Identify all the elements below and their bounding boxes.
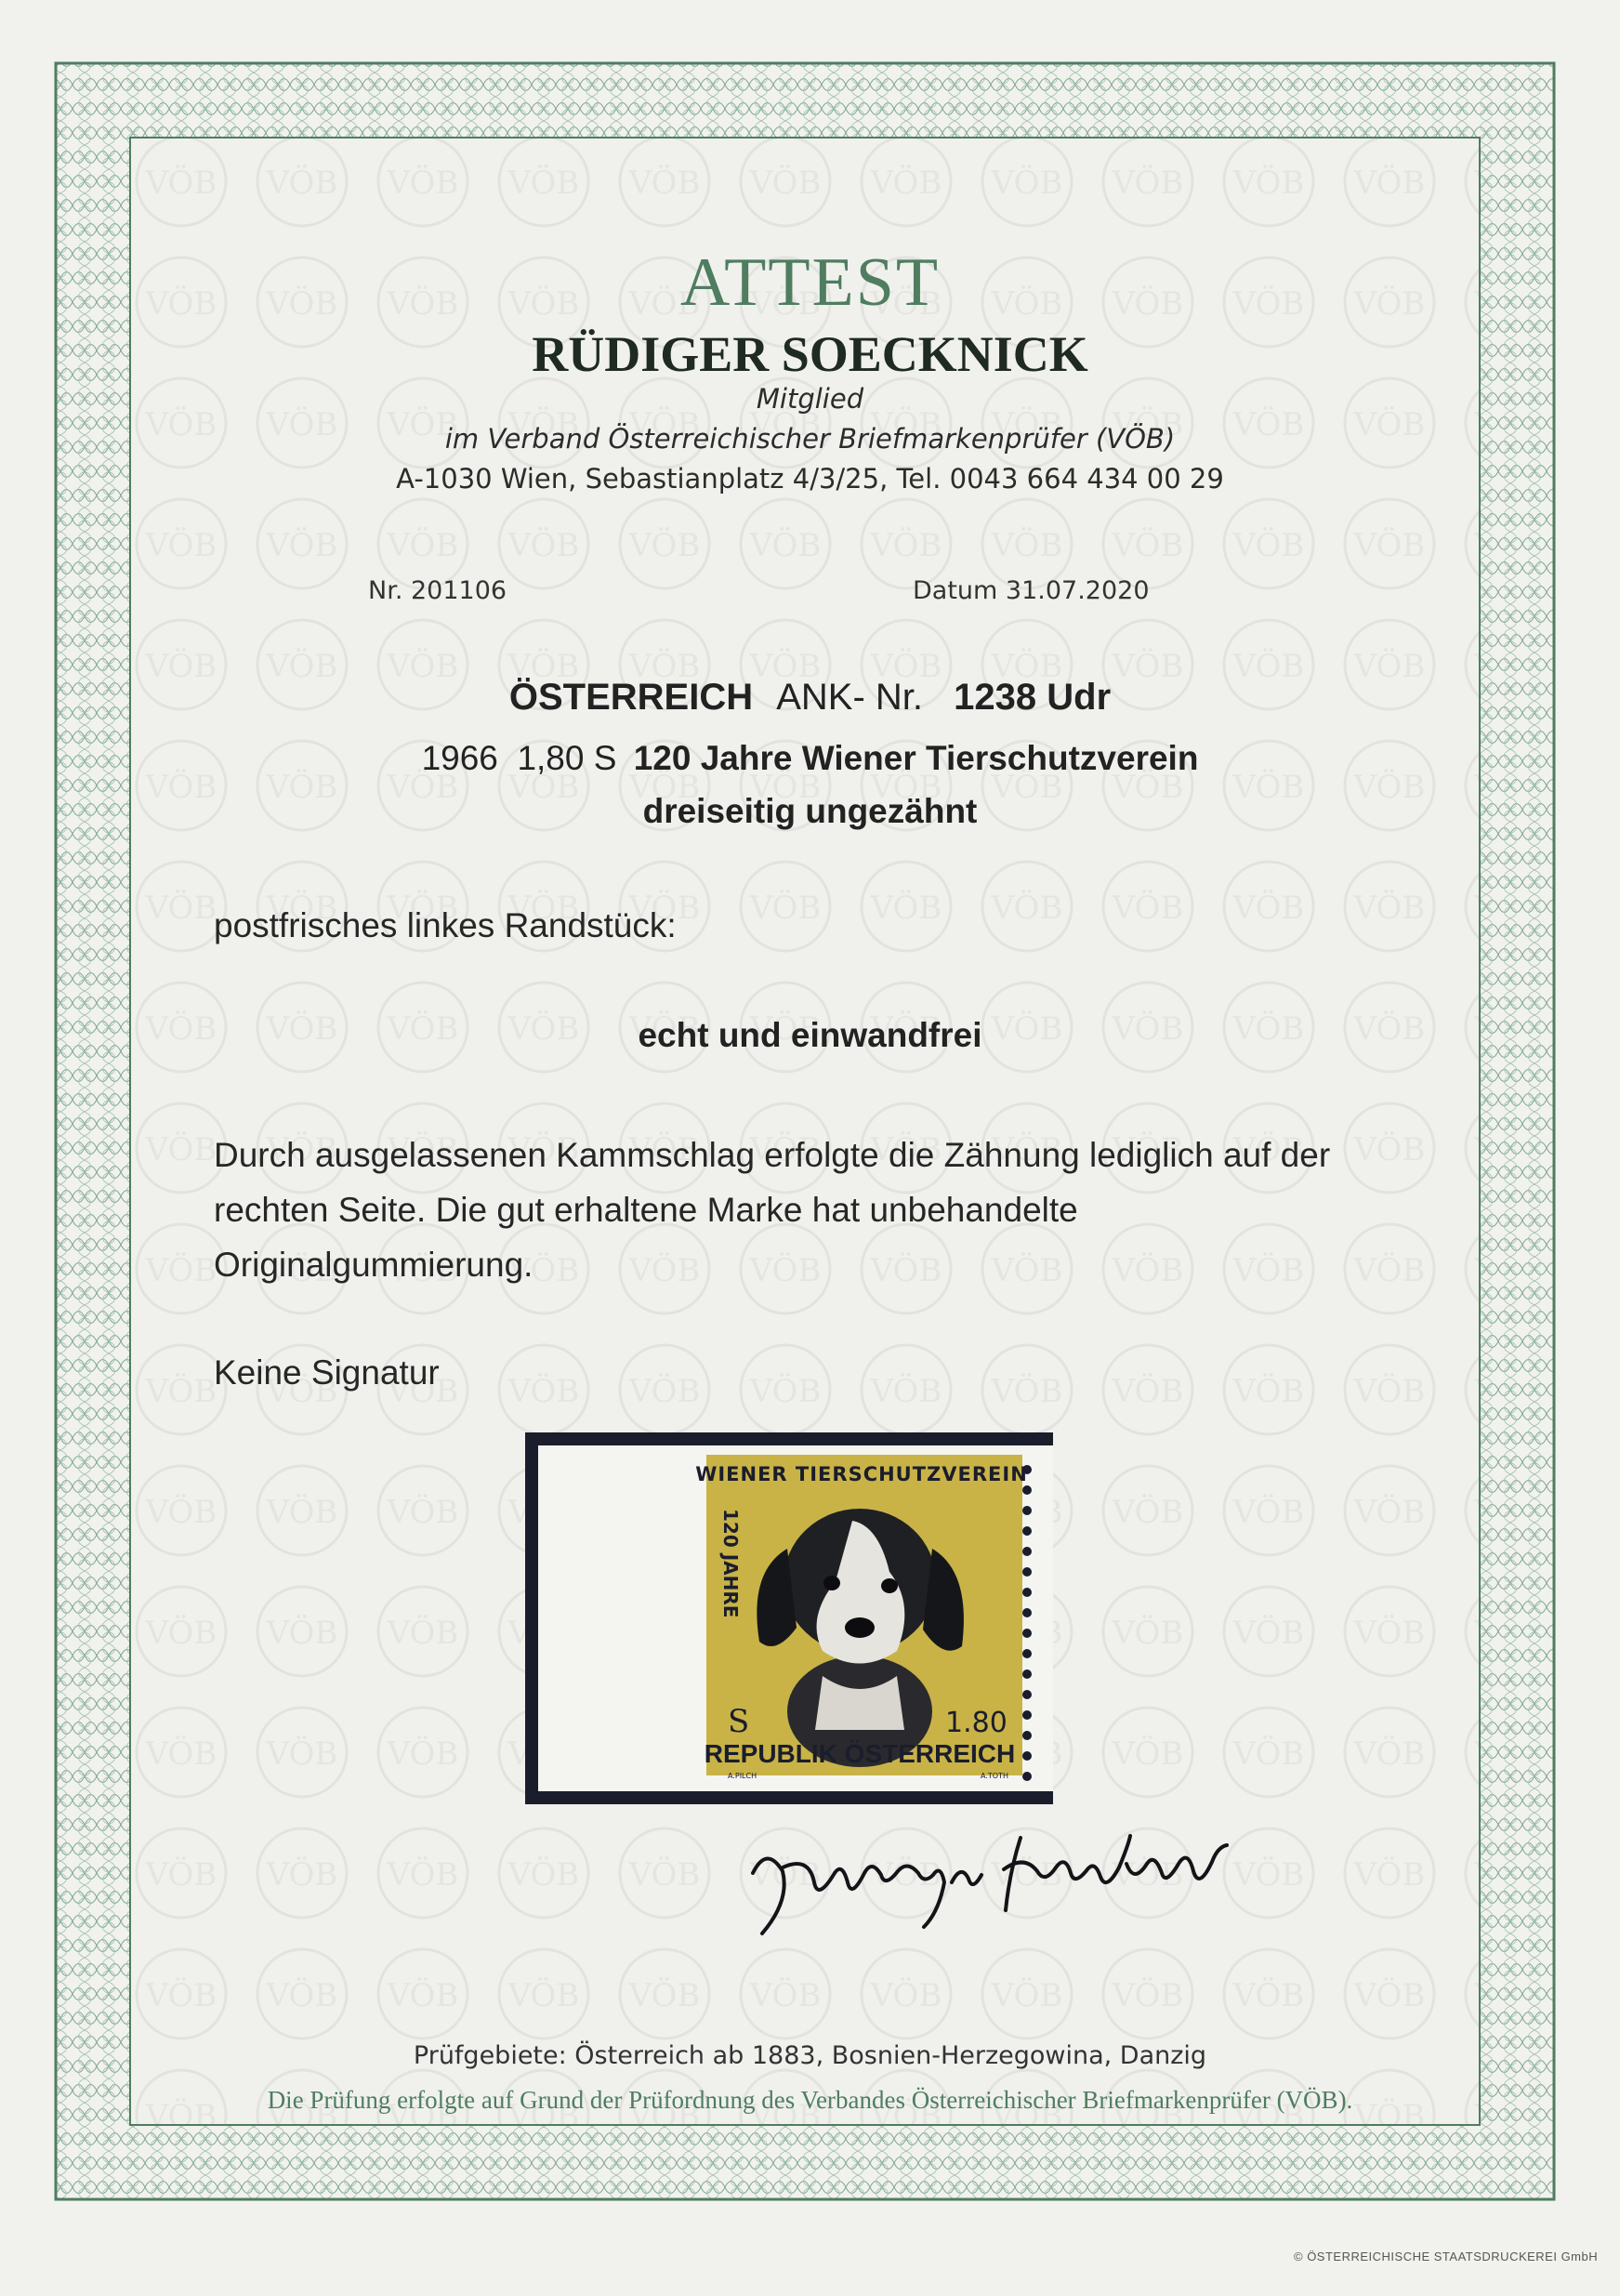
- catalog-prefix: ANK- Nr.: [776, 677, 924, 718]
- association-name: im Verband Österreichischer Briefmarkenprüfer (VÖB): [444, 423, 1176, 455]
- examiner-address: A-1030 Wien, Sebastianplatz 4/3/25, Tel. 0043 664 434 00 29: [396, 463, 1224, 495]
- stamp-country-text: REPUBLIK ÖSTERREICH: [704, 1739, 1016, 1768]
- stamp-image: [525, 1432, 1053, 1804]
- printer-imprint: © ÖSTERREICHISCHE STAATSDRUCKEREI GmbH: [1294, 2250, 1599, 2263]
- condition-text: postfrisches linkes Randstück:: [214, 906, 677, 944]
- regulation-note: Die Prüfung erfolgte auf Grund der Prüfordnung des Verbandes Österreichischer Briefmarkenprüfer (VÖB).: [267, 2086, 1353, 2114]
- stamp-designer-left: A.PILCH: [728, 1772, 757, 1780]
- member-label: Mitglied: [756, 383, 864, 415]
- catalog-number: 1238 Udr: [954, 677, 1112, 718]
- signature-note: Keine Signatur: [214, 1353, 440, 1392]
- catalog-line: [0, 677, 1620, 719]
- examination-areas: Prüfgebiete: Österreich ab 1883, Bosnien-Herzegowina, Danzig: [413, 2041, 1207, 2070]
- stamp-designer-right: A.TOTH: [981, 1772, 1008, 1780]
- description: Durch ausgelassenen Kammschlag erfolgte die Zähnung lediglich auf der rechten Seite. Die gut erhaltene Marke hat unbehandelte Originalgummierung.: [214, 1136, 1331, 1284]
- certificate-date: Datum 31.07.2020: [913, 576, 1150, 605]
- variety: dreiseitig ungezähnt: [642, 792, 978, 830]
- issue-year-value: 1966 1,80 S: [421, 739, 617, 777]
- issue-title: 120 Jahre Wiener Tierschutzverein: [633, 739, 1199, 777]
- verdict: echt und einwandfrei: [638, 1016, 982, 1054]
- examiner-name: RÜDIGER SOECKNICK: [532, 326, 1088, 382]
- issue-line: [0, 739, 1620, 778]
- handwritten-signature: [725, 1817, 1245, 1947]
- stamp-value: 1.80: [945, 1707, 1008, 1739]
- certificate-number: Nr. 201106: [368, 576, 507, 605]
- country-name: ÖSTERREICH: [508, 677, 754, 718]
- stamp-side-text: 120 JAHRE: [719, 1509, 742, 1618]
- stamp-top-text: WIENER TIERSCHUTZVEREIN: [695, 1463, 1028, 1485]
- certificate-title: ATTEST: [679, 244, 941, 321]
- stamp-currency: S: [728, 1703, 750, 1740]
